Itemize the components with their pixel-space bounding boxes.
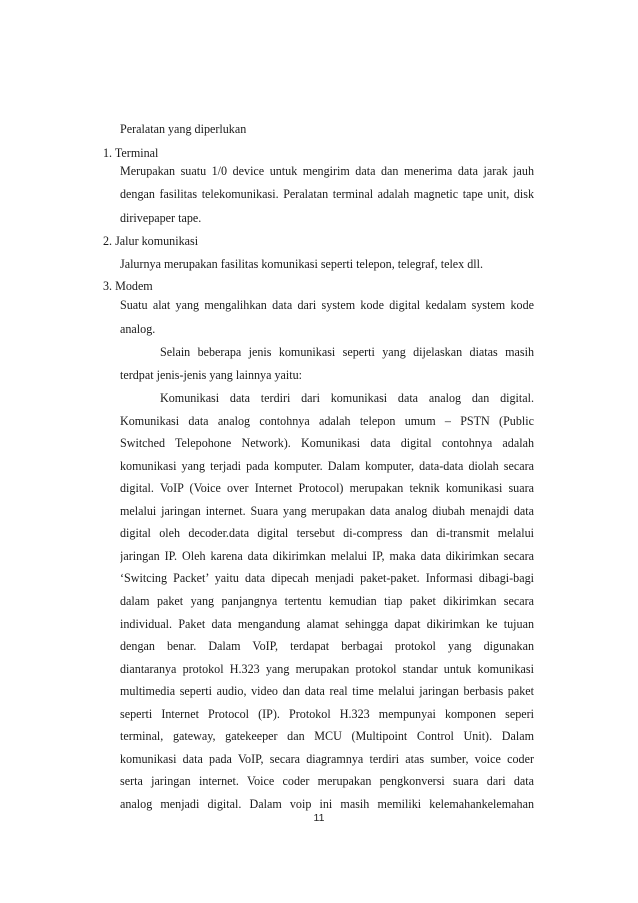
list-heading-jalur: 2. Jalur komunikasi — [103, 234, 199, 248]
paragraph2-line-12: dengan benar. Dalam VoIP, terdapat berbagai protokol yang digunakan — [120, 639, 534, 653]
list-heading-terminal: 1. Terminal — [103, 146, 159, 160]
paragraph2-line-15: seperti Internet Protocol (IP). Protokol H.323 mempunyai komponen seperi — [120, 707, 534, 721]
paragraph2-line-4: komunikasi yang terjadi pada komputer. Dalam komputer, data-data diolah secara — [120, 459, 534, 473]
paragraph2-line-10: dalam paket yang panjangnya tertentu kemudian tiap paket dikirimkan secara — [120, 594, 534, 608]
intro-line: Peralatan yang diperlukan — [120, 122, 247, 136]
paragraph2-line-14: multimedia seperti audio, video dan data real time melalui jaringan berbasis paket — [120, 684, 534, 698]
paragraph2-line-7: digital oleh decoder.data digital tersebut di-compress dan di-transmit melalui — [120, 526, 534, 540]
jalur-line-1: Jalurnya merupakan fasilitas komunikasi seperti telepon, telegraf, telex dll. — [120, 257, 484, 271]
paragraph2-line-5: digital. VoIP (Voice over Internet Protocol) merupakan teknik komunikasi suara — [120, 481, 534, 495]
paragraph2-line-16: terminal, gateway, gatekeeper dan MCU (Multipoint Control Unit). Dalam — [120, 729, 534, 743]
modem-line-2: analog. — [120, 322, 156, 336]
terminal-line-1: Merupakan suatu 1/0 device untuk mengirim data dan menerima data jarak jauh — [120, 164, 534, 178]
paragraph1-line-2: terdpat jenis-jenis yang lainnya yaitu: — [120, 368, 303, 382]
paragraph2-line-1: Komunikasi data terdiri dari komunikasi data analog dan digital. — [160, 391, 534, 405]
paragraph2-line-2: Komunikasi data analog contohnya adalah telepon umum – PSTN (Public — [120, 414, 534, 428]
paragraph2-line-9: ‘Switcing Packet’ yaitu data dipecah menjadi paket-paket. Informasi dibagi-bagi — [120, 571, 534, 585]
paragraph2-line-13: diantaranya protokol H.323 yang merupakan protokol standar untuk komunikasi — [120, 662, 534, 676]
paragraph2-line-19: analog menjadi digital. Dalam voip ini masih memiliki kelemahankelemahan — [120, 797, 534, 811]
paragraph2-line-6: melalui jaringan internet. Suara yang merupakan data analog diubah menajdi data — [120, 504, 534, 518]
paragraph2-line-8: jaringan IP. Oleh karena data dikirimkan melalui IP, maka data dikirimkan secara — [120, 549, 534, 563]
paragraph1-line-1: Selain beberapa jenis komunikasi seperti yang dijelaskan diatas masih — [160, 345, 534, 359]
paragraph2-line-18: serta jaringan internet. Voice coder merupakan pengkonversi suara dari data — [120, 774, 534, 788]
paragraph2-line-11: individual. Paket data mengandung alamat sehingga dapat dikirimkan ke tujuan — [120, 617, 534, 631]
terminal-line-3: dirivepaper tape. — [120, 211, 202, 225]
list-heading-modem: 3. Modem — [103, 279, 153, 293]
paragraph2-line-17: komunikasi data pada VoIP, secara diagramnya terdiri atas sumber, voice coder — [120, 752, 534, 766]
paragraph2-line-3: Switched Telepohone Network). Komunikasi data digital contohnya adalah — [120, 436, 534, 450]
terminal-line-2: dengan fasilitas telekomunikasi. Peralatan terminal adalah magnetic tape unit, disk — [120, 187, 534, 201]
page-number: 11 — [313, 812, 325, 824]
modem-line-1: Suatu alat yang mengalihkan data dari system kode digital kedalam system kode — [120, 298, 534, 312]
